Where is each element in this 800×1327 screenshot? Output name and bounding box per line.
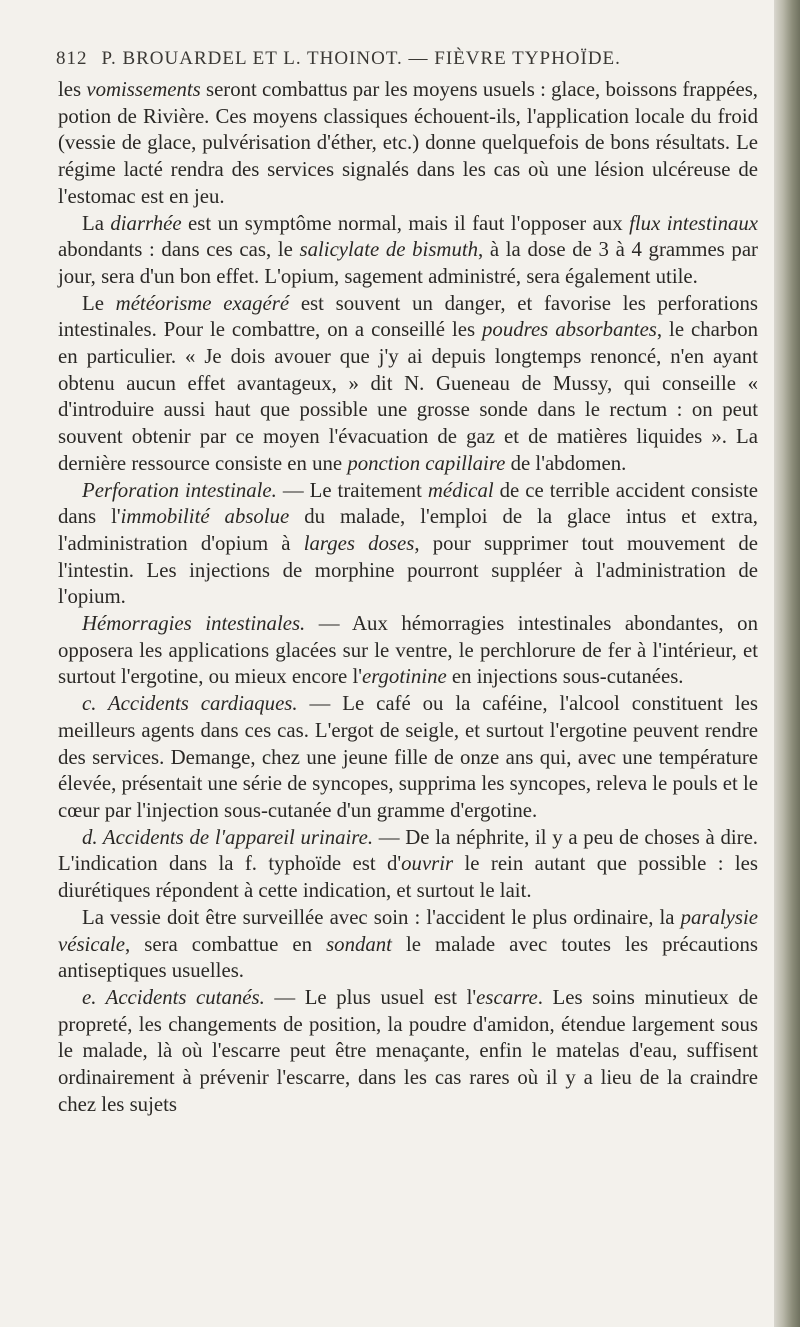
running-title: P. BROUARDEL ET L. THOINOT. — FIÈVRE TYPHOÏDE.	[101, 48, 621, 69]
page-number: 812	[56, 48, 88, 69]
paragraph-accidents-cutanes: e. Accidents cutanés. — Le plus usuel est l'escarre. Les soins minutieux de propreté, les changements de position, la poudre d'amidon, étendue largement sous le malade, là où l'escarre peut être menaçante, enfin le matelas d'eau, suffisent ordinairement à prévenir l'escarre, dans les cas rares où il y a lieu de la craindre chez les sujets	[58, 985, 759, 1116]
paragraph-vomissements: les vomissements seront combattus par les moyens usuels : glace, boissons frappées, potion de Rivière. Ces moyens classiques échouent-ils, l'application locale du froid (vessie de glace, pulvérisation d'éther, etc.) donne quelquefois de bons résultats. Le régime lacté rendra des services signalés dans les cas où une lésion ulcéreuse de l'estomac est en jeu.	[58, 78, 758, 208]
paragraph-diarrhee: La diarrhée est un symptôme normal, mais il faut l'opposer aux flux intestinaux abondants : dans ces cas, le salicylate de bismuth, à la dose de 3 à 4 grammes par jour, sera d'un bon effet. L'opium, sagement administré, sera également utile.	[58, 211, 758, 288]
paragraph-hemorragies: Hémorragies intestinales. — Aux hémorragies intestinales abondantes, on opposera les applications glacées sur le ventre, le perchlorure de fer à l'intérieur, et surtout l'ergotine, ou mieux encore l'ergotinine en injections sous-cutanées.	[58, 612, 758, 689]
section-heading: c. Accidents cardiaques.	[82, 692, 298, 716]
book-edge	[774, 0, 800, 1327]
running-header	[56, 48, 758, 70]
paragraph-perforation: Perforation intestinale. — Le traitement médical de ce terrible accident consiste dans l'immobilité absolue du malade, l'emploi de la glace intus et extra, l'administration d'opium à larges doses, pour supprimer tout mouvement de l'intestin. Les injections de morphine pourront suppléer à l'administration de l'opium.	[58, 478, 758, 609]
section-heading: e. Accidents cutanés.	[82, 985, 265, 1009]
section-heading: d. Accidents de l'appareil urinaire.	[82, 825, 374, 849]
body-text	[58, 77, 758, 1118]
section-heading: Perforation intestinale.	[82, 478, 277, 502]
paragraph-appareil-urinaire: d. Accidents de l'appareil urinaire. — De la néphrite, il y a peu de choses à dire. L'indication dans la f. typhoïde est d'ouvrir le rein autant que possible : les diurétiques répondent à cette indication, et surtout le lait.	[58, 825, 759, 903]
section-heading: Hémorragies intestinales.	[82, 612, 306, 636]
paragraph-accidents-cardiaques: c. Accidents cardiaques. — Le café ou la caféine, l'alcool constituent les meilleurs agents dans ces cas. L'ergot de seigle, et surtout l'ergotine peuvent rendre des services. Demange, chez une jeune fille de onze ans qui, avec une température élevée, présentait une série de syncopes, supprima les syncopes, releva le pouls et le cœur par l'injection sous-cutanée d'un gramme d'ergotine.	[58, 692, 758, 822]
book-page	[58, 48, 758, 1118]
paragraph-meteorisme: Le météorisme exagéré est souvent un danger, et favorise les perforations intestinales. Pour le combattre, on a conseillé les poudres absorbantes, le charbon en particulier. « Je dois avouer que j'y ai depuis longtemps renoncé, n'en ayant obtenu aucun effet avantageux, » dit N. Gueneau de Mussy, qui conseille « d'introduire aussi haut que possible une grosse sonde dans le rectum : on peut souvent obtenir par ce moyen l'évacuation de gaz et de matières liquides ». La dernière ressource consiste en une ponction capillaire de l'abdomen.	[58, 291, 759, 475]
paragraph-vessie: La vessie doit être surveillée avec soin : l'accident le plus ordinaire, la paralysie vésicale, sera combattue en sondant le malade avec toutes les précautions antiseptiques usuelles.	[58, 905, 759, 983]
